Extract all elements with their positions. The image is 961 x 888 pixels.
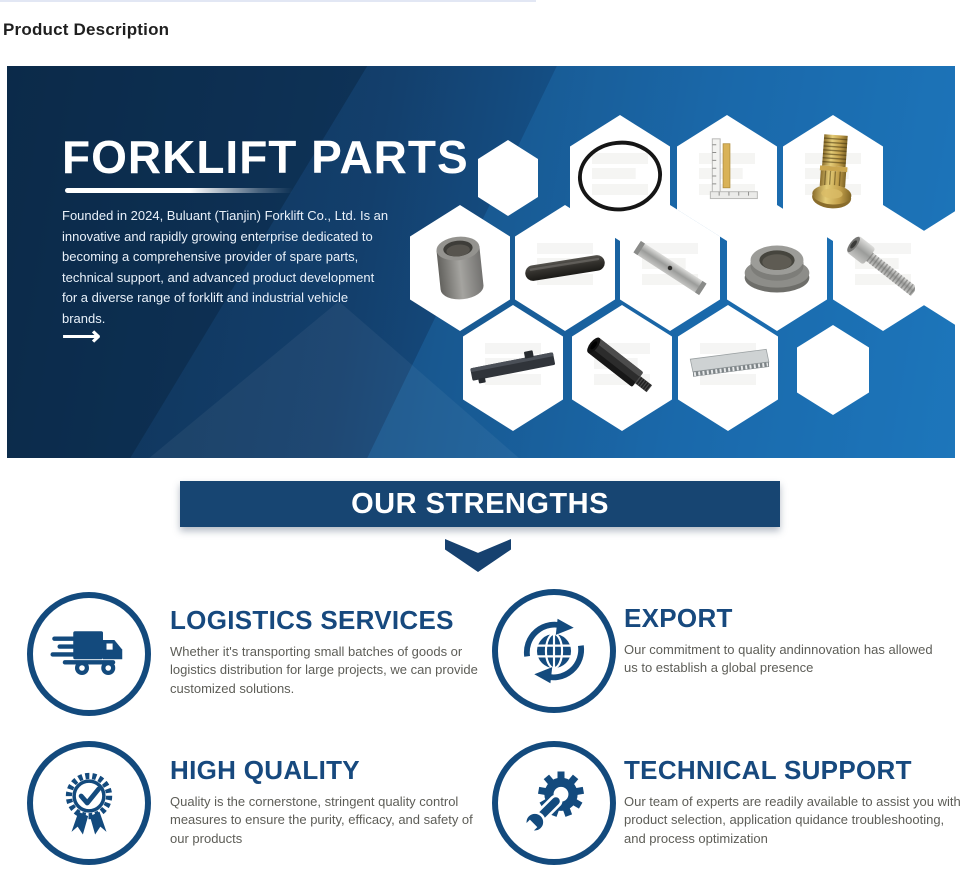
wheel-stud-bolt-icon	[786, 131, 880, 225]
serrated-plate-icon	[681, 321, 775, 415]
steel-bushing-icon	[413, 221, 507, 315]
truck-icon	[47, 612, 131, 696]
strength-title-support: TECHNICAL SUPPORT	[624, 755, 912, 785]
logistics-icon-circle	[27, 592, 151, 716]
o-ring-icon	[573, 131, 667, 225]
top-divider	[0, 0, 536, 2]
strengths-header-bar	[180, 481, 780, 527]
globe-arrows-icon	[511, 608, 597, 694]
right-arrow-icon: ⟶	[62, 321, 101, 351]
banner-description: Founded in 2024, Buluant (Tianjin) Forklift Co., Ltd. Is an innovative and rapidly growing enterprise dedicated to becoming a comprehensive provider of spare parts, technical support, and advanced product development for a diverse range of forklift and industrial vehicle brands.	[62, 208, 389, 326]
gear-wrench-icon	[512, 761, 596, 845]
quality-icon-circle	[27, 741, 151, 865]
hero-banner	[7, 66, 955, 458]
hex-standoff-icon	[575, 321, 669, 415]
flanged-bushing-icon	[730, 221, 824, 315]
strength-title-export: EXPORT	[624, 603, 733, 633]
quality-medal-icon	[47, 761, 131, 845]
page-title: Product Description	[3, 20, 170, 39]
banner-title: FORKLIFT PARTS	[62, 131, 469, 183]
strength-title-logistics: LOGISTICS SERVICES	[170, 605, 454, 635]
strength-description-export: Our commitment to quality andinnovation has allowed us to establish a global presence	[624, 642, 933, 676]
banner-underline	[65, 188, 293, 193]
export-icon-circle	[492, 589, 616, 713]
strength-description-quality: Quality is the cornerstone, stringent quality control measures to ensure the purity, efficacy, and safety of our products	[170, 794, 473, 846]
strength-description-support: Our team of experts are readily available to assist you with product selection, application quidance troubleshooting, and process optimization	[624, 794, 961, 846]
chevron-down-icon	[445, 539, 511, 572]
strengths-header-text: OUR STRENGTHS	[351, 487, 609, 520]
black-pin-icon	[518, 221, 612, 315]
strength-title-quality: HIGH QUALITY	[170, 755, 360, 785]
steel-pin-icon	[623, 221, 717, 315]
wear-bar-icon	[466, 321, 560, 415]
l-square-ruler-icon	[680, 131, 774, 225]
support-icon-circle	[492, 741, 616, 865]
strength-description-logistics: Whether it's transporting small batches of goods or logistics distribution for large projects, we can provide customized solutions.	[170, 644, 478, 696]
